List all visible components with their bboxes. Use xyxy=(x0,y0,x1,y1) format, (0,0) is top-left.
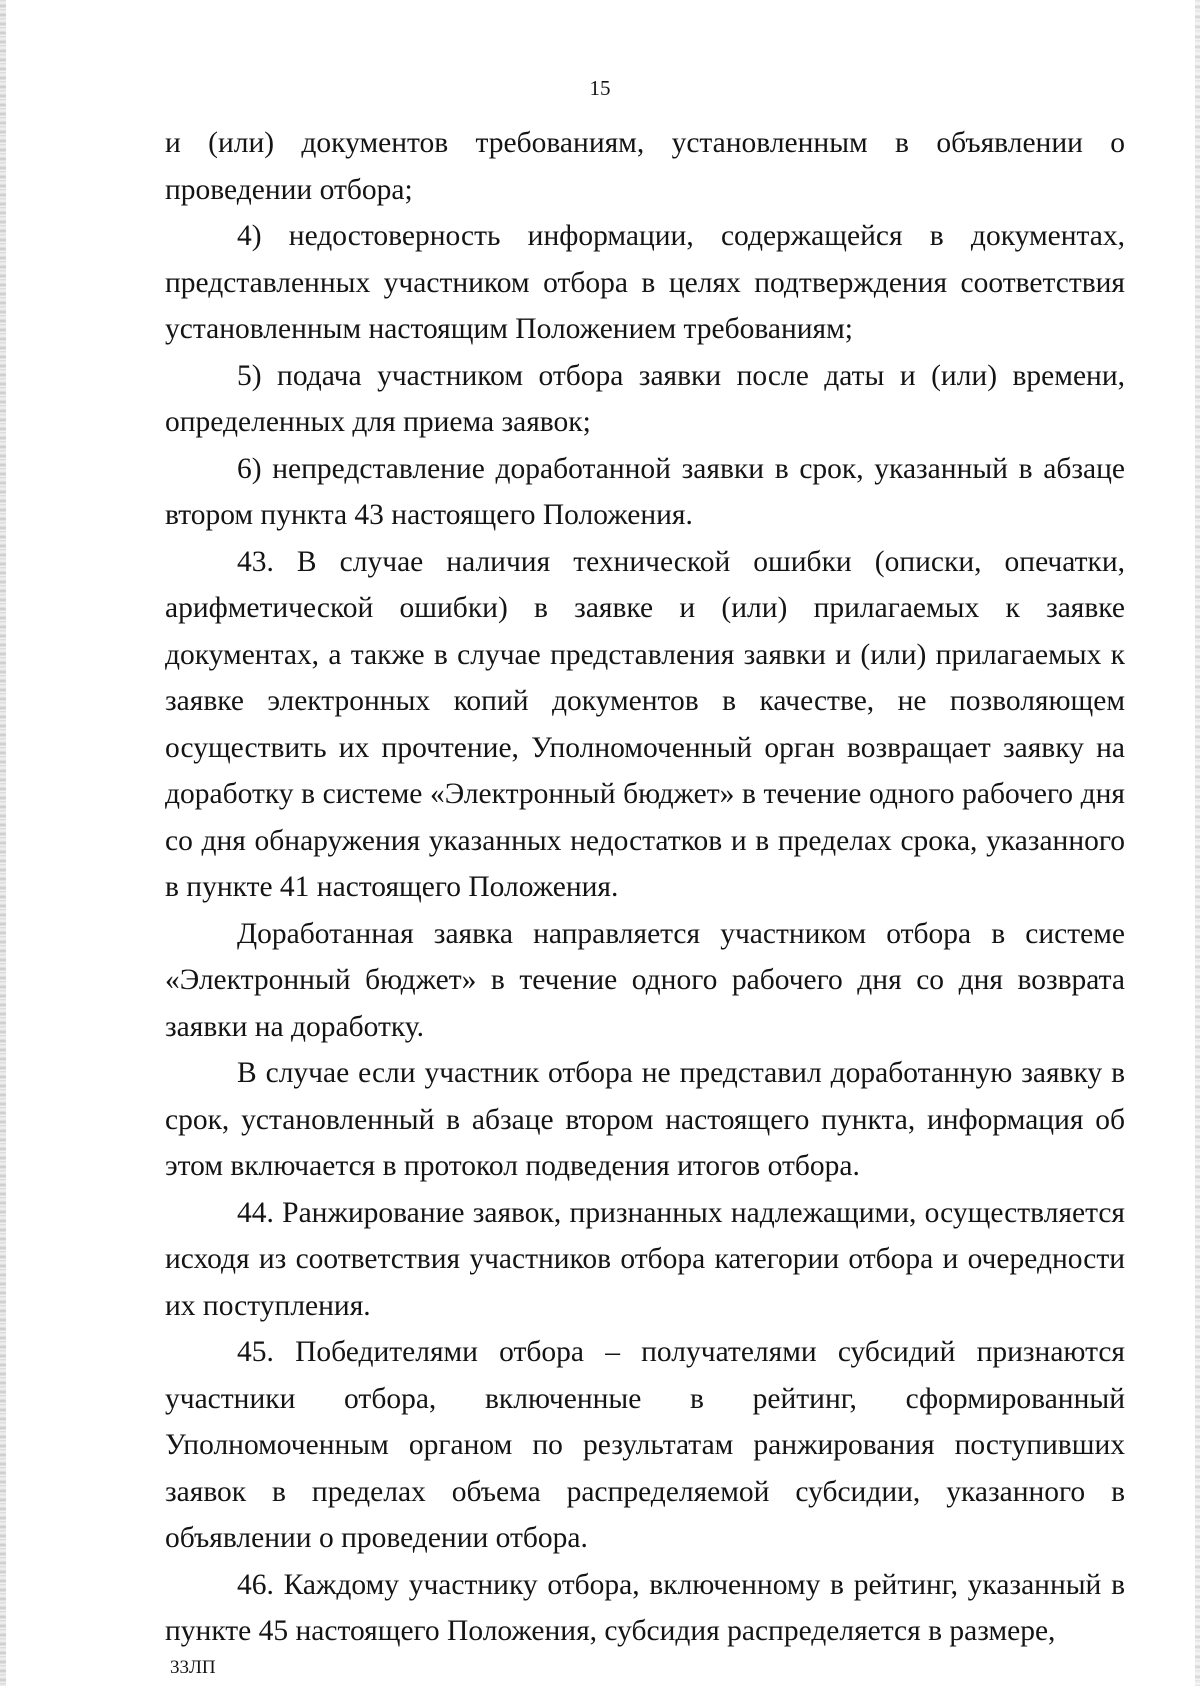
paragraph-clause-43-part-2: Доработанная заявка направляется участником отбора в системе «Электронный бюджет» в течение одного рабочего дня со дня возврата заявки на доработку. xyxy=(165,917,1125,1043)
paragraph-continuation: и (или) документов требованиям, установленным в объявлении о проведении отбора; xyxy=(165,127,1125,206)
paragraph-item-6: 6) непредставление доработанной заявки в срок, указанный в абзаце втором пункта 43 настоящего Положения. xyxy=(165,452,1125,531)
paragraph-clause-45: 45. Победителями отбора – получателями субсидий признаются участники отбора, включенные в рейтинг, сформированный Уполномоченным органом по результатам ранжирования поступивших заявок в пределах объема распределяемой субсидии, указанного в объявлении о проведении отбора. xyxy=(165,1336,1125,1554)
scan-edge-left xyxy=(0,0,6,1686)
paragraph-clause-46: 46. Каждому участнику отбора, включенному в рейтинг, указанный в пункте 45 настоящего Положения, субсидия распределяется в размере, xyxy=(165,1568,1125,1647)
paragraph-clause-43-part-3: В случае если участник отбора не представил доработанную заявку в срок, установленный в абзаце втором настоящего пункта, информация об этом включается в протокол подведения итогов отбора. xyxy=(165,1057,1125,1182)
scan-edge-right xyxy=(1195,0,1200,1686)
document-body xyxy=(165,120,1125,1655)
paragraph-item-4: 4) недостоверность информации, содержащейся в документах, представленных участником отбора в целях подтверждения соответствия установленным настоящим Положением требованиям; xyxy=(165,220,1125,345)
paragraph-clause-44: 44. Ранжирование заявок, признанных надлежащими, осуществляется исходя из соответствия участников отбора категории отбора и очередности их поступления. xyxy=(165,1196,1125,1322)
paragraph-clause-43: 43. В случае наличия технической ошибки (описки, опечатки, арифметической ошибки) в заявке и (или) прилагаемых к заявке документах, а также в случае представления заявки и (или) прилагаемых к заявке электронных копий документов в качестве, не позволяющем осуществить их прочтение, Уполномоченный орган возвращает заявку на доработку в системе «Электронный бюджет» в течение одного рабочего дня со дня обнаружения указанных недостатков и в пределах срока, указанного в пункте 41 настоящего Положения. xyxy=(165,545,1125,903)
paragraph-item-5: 5) подача участником отбора заявки после даты и (или) времени, определенных для приема заявок; xyxy=(165,359,1125,438)
document-code: 33ЛП xyxy=(170,1657,216,1678)
page-number: 15 xyxy=(589,76,611,100)
